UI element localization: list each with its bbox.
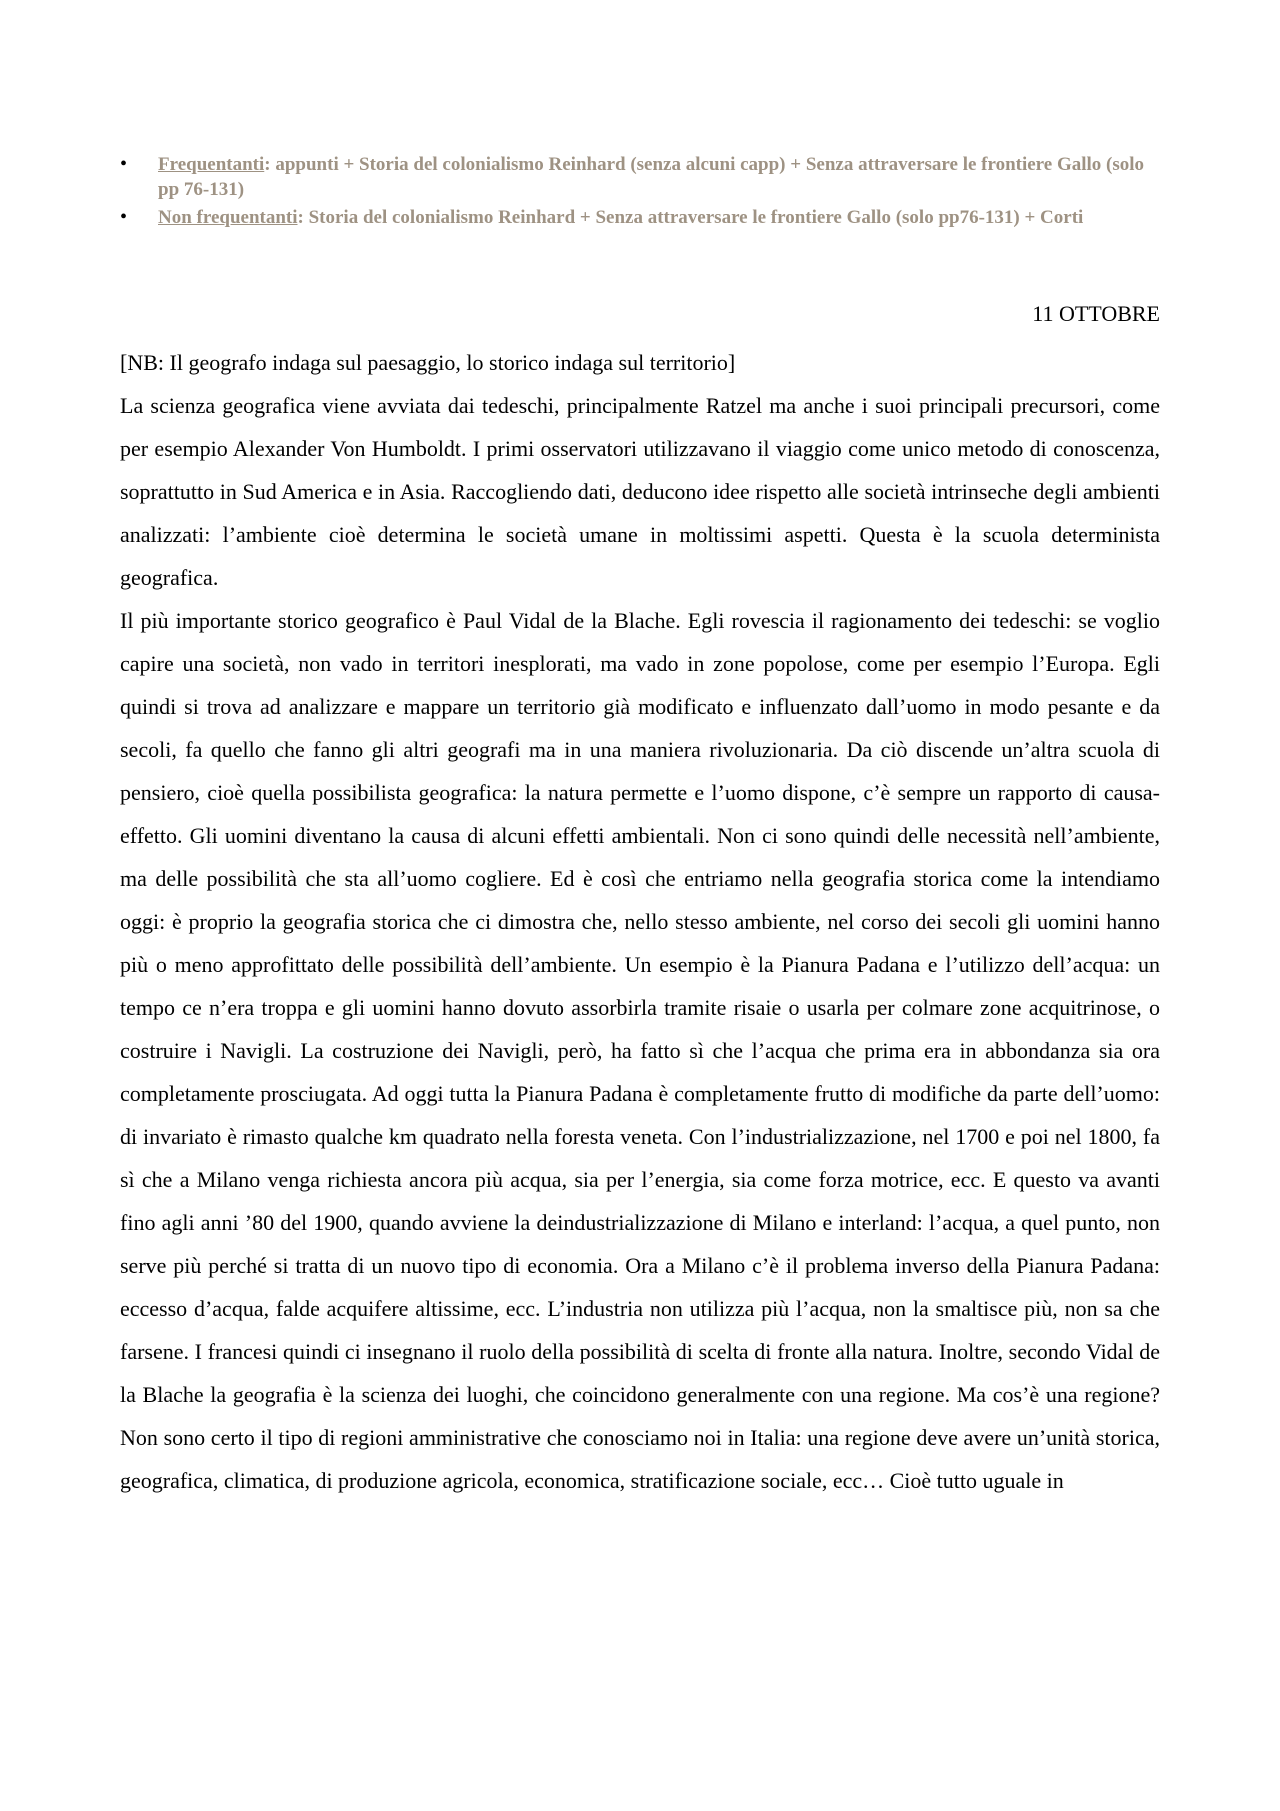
bullet-icon: • — [120, 153, 128, 175]
list-item — [120, 152, 1160, 202]
paragraph: Il più importante storico geografico è Paul Vidal de la Blache. Egli rovescia il ragionamento dei tedeschi: se voglio capire una società, non vado in territori inesplorati, ma vado in zone popolose, come per esempio l’Europa. Egli quindi si trova ad analizzare e mappare un territorio già modificato e influenzato dall’uomo in modo pesante e da secoli, fa quello che fanno gli altri geografi ma in una maniera rivoluzionaria. Da ciò discende un’altra scuola di pensiero, cioè quella possibilista geografica: la natura permette e l’uomo dispone, c’è sempre un rapporto di causa-effetto. Gli uomini diventano la causa di alcuni effetti ambientali. Non ci sono quindi delle necessità nell’ambiente, ma delle possibilità che sta all’uomo cogliere. Ed è così che entriamo nella geografia storica come la intendiamo oggi: è proprio la geografia storica che ci dimostra che, nello stesso ambiente, nel corso dei secoli gli uomini hanno più o meno approfittato delle possibilità dell’ambiente. Un esempio è la Pianura Padana e l’utilizzo dell’acqua: un tempo ce n’era troppa e gli uomini hanno dovuto assorbirla tramite risaie o usarla per colmare zone acquitrinose, o costruire i Navigli. La costruzione dei Navigli, però, ha fatto sì che l’acqua che prima era in abbondanza sia ora completamente prosciugata. Ad oggi tutta la Pianura Padana è completamente frutto di modifiche da parte dell’uomo: di invariato è rimasto qualche km quadrato nella foresta veneta. Con l’industrializzazione, nel 1700 e poi nel 1800, fa sì che a Milano venga richiesta ancora più acqua, sia per l’energia, sia come forza motrice, ecc. E questo va avanti fino agli anni ’80 del 1900, quando avviene la deindustrializzazione di Milano e interland: l’acqua, a quel punto, non serve più perché si tratta di un nuovo tipo di economia. Ora a Milano c’è il problema inverso della Pianura Padana: eccesso d’acqua, falde acquifere altissime, ecc. L’industria non utilizza più l’acqua, non la smaltisce più, non sa che farsene. I francesi quindi ci insegnano il ruolo della possibilità di scelta di fronte alla natura. Inoltre, secondo Vidal de la Blache la geografia è la scienza dei luoghi, che coincidono generalmente con una regione. Ma cos’è una regione? Non sono certo il tipo di regioni amministrative che conosciamo noi in Italia: una regione deve avere un’unità storica, geografica, climatica, di produzione agricola, economica, stratificazione sociale, ecc… Cioè tutto uguale in — [120, 608, 1160, 1493]
list-item-term: Non frequentanti — [158, 207, 298, 228]
list-item-term: Frequentanti — [158, 154, 265, 175]
reading-list — [120, 152, 1160, 233]
date-heading: 11 OTTOBRE — [1032, 301, 1160, 326]
list-item — [120, 205, 1160, 230]
list-item-text: : Storia del colonialismo Reinhard + Senza attraversare le frontiere Gallo (solo pp76-131) + Corti — [297, 207, 1084, 228]
bullet-icon: • — [120, 206, 128, 228]
note-paragraph: [NB: Il geografo indaga sul paesaggio, lo storico indaga sul territorio] — [120, 350, 736, 375]
paragraph: La scienza geografica viene avviata dai tedeschi, principalmente Ratzel ma anche i suoi principali precursori, come per esempio Alexander Von Humboldt. I primi osservatori utilizzavano il viaggio come unico metodo di conoscenza, soprattutto in Sud America e in Asia. Raccogliendo dati, deducono idee rispetto alle società intrinseche degli ambienti analizzati: l’ambiente cioè determina le società umane in moltissimi aspetti. Questa è la scuola determinista geografica. — [120, 393, 1160, 590]
body-text — [120, 341, 1160, 1502]
list-item-text: : appunti + Storia del colonialismo Reinhard (senza alcuni capp) + Senza attraversare le frontiere Gallo (solo pp 76-131) — [158, 154, 1145, 200]
